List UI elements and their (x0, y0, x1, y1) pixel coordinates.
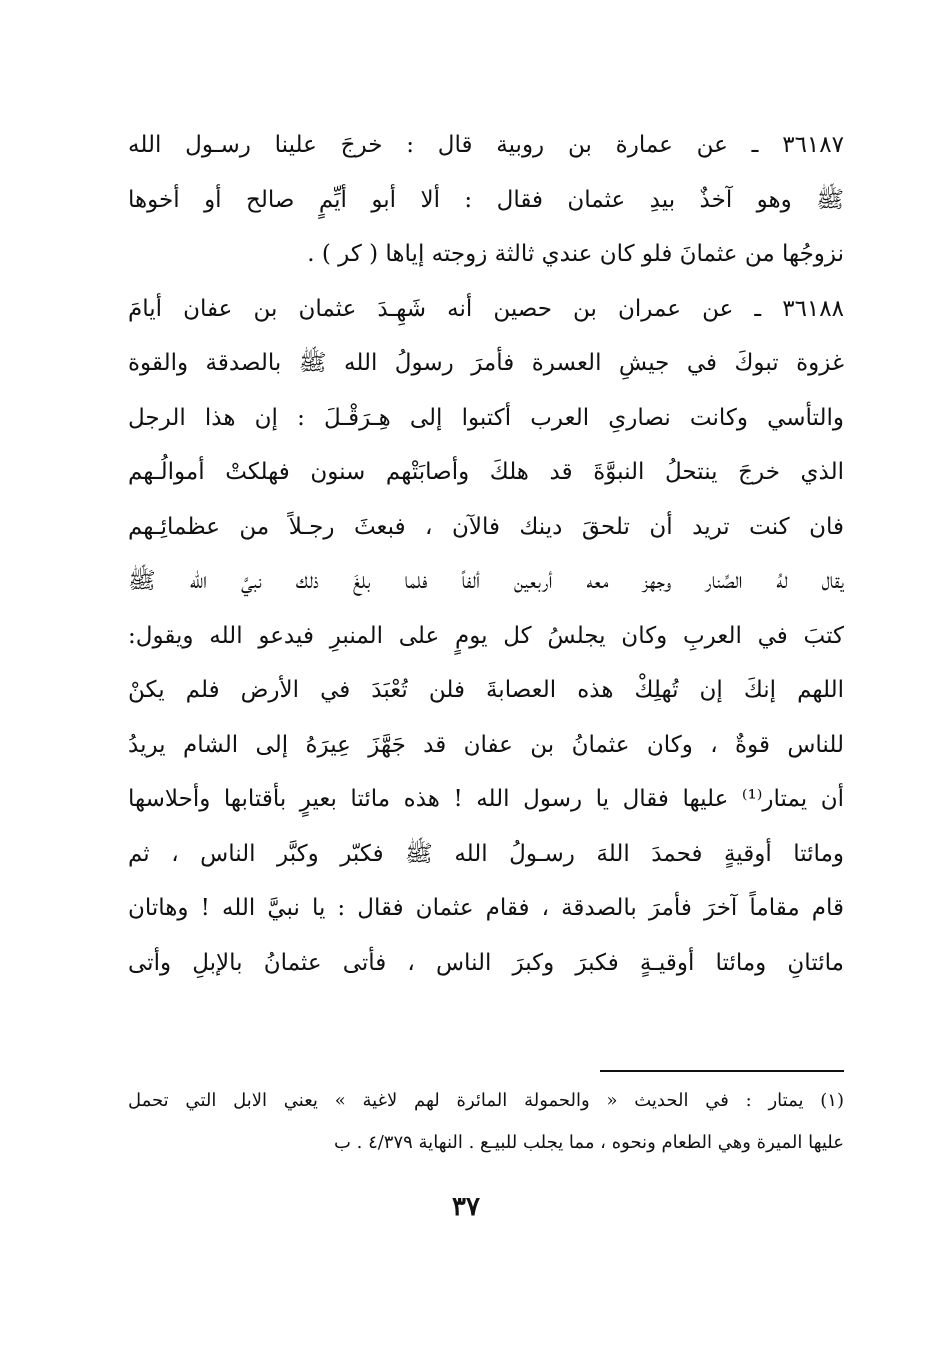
text-line: كتبَ في العربِ وكان يجلسُ كل يومٍ على المنبرِ فيدعو الله ويقول: (128, 622, 844, 649)
footnote-line: عليها الميرة وهي الطعام ونحوه ، مما يجلب للبيـع . النهاية ٤/٣٧٩ . ب (333, 1132, 844, 1153)
text-line: ٣٦١٨٧ ـ عن عمارة بن روبية قال : خرجَ علينا رسـول الله (128, 132, 844, 158)
page-number: ٣٧ (452, 1192, 480, 1222)
text-line: للناس قوةٌ ، وكان عثمانُ بن عفان قد جَهَّزَ عِيرَهُ إلى الشام يريدُ (128, 731, 844, 758)
text-line: والتأسي وكانت نصارىِ العرب أكتبوا إلى هِـرَقْـلَ : إن هذا الرجل (128, 404, 844, 431)
text-line: ٣٦١٨٨ ـ عن عمران بن حصين أنه شَهِـدَ عثمان بن عفان أيامَ (128, 295, 844, 322)
text-line: يقال لهُ الصِّنار وجهز معه أربعين ألفاً فلما بلغَ ذلك نبيَّ الله ﷺ (128, 568, 844, 594)
text-line: الذي خرجَ ينتحلُ النبوَّةَ قد هلكَ وأصابَتْهم سنون فهلكتْ أموالُـهم (128, 459, 844, 485)
text-line: مائتانِ ومائتا أوقيـةٍ فكبرَ وكبرَ الناس ، فأتى عثمانُ بالإبلِ وأتى (128, 949, 844, 976)
main-text (128, 118, 844, 990)
text-line: غزوة تبوكَ في جيشِ العسرة فأمرَ رسولُ الله ﷺ بالصدقة والقوة (128, 350, 844, 376)
text-line: ومائتا أوقيةٍ فحمدَ اللهَ رسـولُ الله ﷺ فكبّر وكبَّر الناس ، ثم (128, 840, 844, 867)
text-line: أن يمتار⁽¹⁾ عليها فقال يا رسول الله ! هذه مائتا بعيرٍ بأقتابها وأحلاسها (128, 786, 844, 812)
footnote-block (128, 1080, 844, 1164)
text-line: قام مقاماً آخرَ فأمرَ بالصدقة ، فقام عثمان فقال : يا نبيَّ الله ! وهاتان (128, 895, 844, 921)
text-line: نزوجُها من عثمانَ فلو كان عندي ثالثة زوجته إياها ( كر ) . (307, 241, 844, 267)
text-line: فان كنت تريد أن تلحقَ دينك فالآن ، فبعثَ رجـلاً من عظمائِـهم (128, 513, 844, 540)
footnote-divider (600, 1070, 844, 1072)
text-line: اللهم إنكَ إن تُهلِكْ هذه العصابةَ فلن تُعْبَدَ في الأرض فلم يكنْ (128, 677, 844, 703)
footnote-line: (١) يمتار : في الحديث « والحمولة المائرة لهم لاغية » يعني الابل التي تحمل (128, 1090, 844, 1111)
text-line: ﷺ وهو آخذٌ بيدِ عثمان فقال : ألا أبو أيِّمٍ صالح أو أخوها (128, 186, 844, 213)
